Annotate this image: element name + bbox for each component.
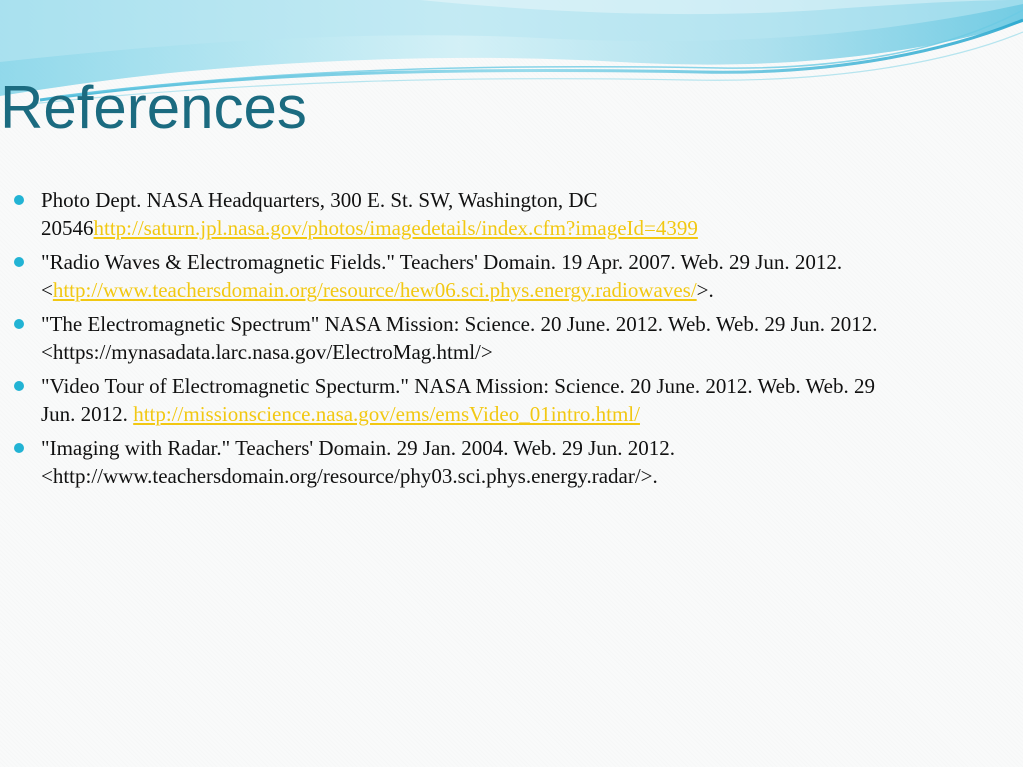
- bullet-icon: [14, 195, 24, 205]
- reference-text: "Radio Waves & Electromagnetic Fields." Teachers' Domain. 19 Apr. 2007. Web. 29 Jun. 2012. <: [41, 250, 843, 302]
- reference-list: [14, 186, 914, 496]
- reference-suffix: >.: [696, 278, 714, 302]
- reference-item: [14, 372, 914, 428]
- reference-item: [14, 434, 914, 490]
- reference-link[interactable]: http://www.teachersdomain.org/resource/hew06.sci.phys.energy.radiowaves/: [52, 278, 697, 302]
- reference-item: [14, 310, 914, 366]
- reference-text: "Video Tour of Electromagnetic Specturm." NASA Mission: Science. 20 June. 2012. Web. Web. 29 Jun. 2012.: [41, 374, 875, 426]
- reference-link[interactable]: http://missionscience.nasa.gov/ems/emsVideo_01intro.html/: [133, 402, 640, 426]
- reference-text: "The Electromagnetic Spectrum" NASA Mission: Science. 20 June. 2012. Web. Web. 29 Jun. 2012. <https://mynasadata.larc.nasa.gov/ElectroMag.html/>: [41, 312, 878, 364]
- reference-link[interactable]: http://saturn.jpl.nasa.gov/photos/imagedetails/index.cfm?imageId=4399: [93, 216, 698, 240]
- bullet-icon: [14, 381, 24, 391]
- slide-title: References: [0, 74, 307, 141]
- bullet-icon: [14, 443, 24, 453]
- bullet-icon: [14, 319, 24, 329]
- bullet-icon: [14, 257, 24, 267]
- reference-text: "Imaging with Radar." Teachers' Domain. 29 Jan. 2004. Web. 29 Jun. 2012. <http://www.teachersdomain.org/resource/phy03.sci.phys.energy.radar/>.: [41, 436, 676, 488]
- reference-item: [14, 186, 914, 242]
- reference-item: [14, 248, 914, 304]
- reference-text: Photo Dept. NASA Headquarters, 300 E. St. SW, Washington, DC 20546: [41, 188, 598, 240]
